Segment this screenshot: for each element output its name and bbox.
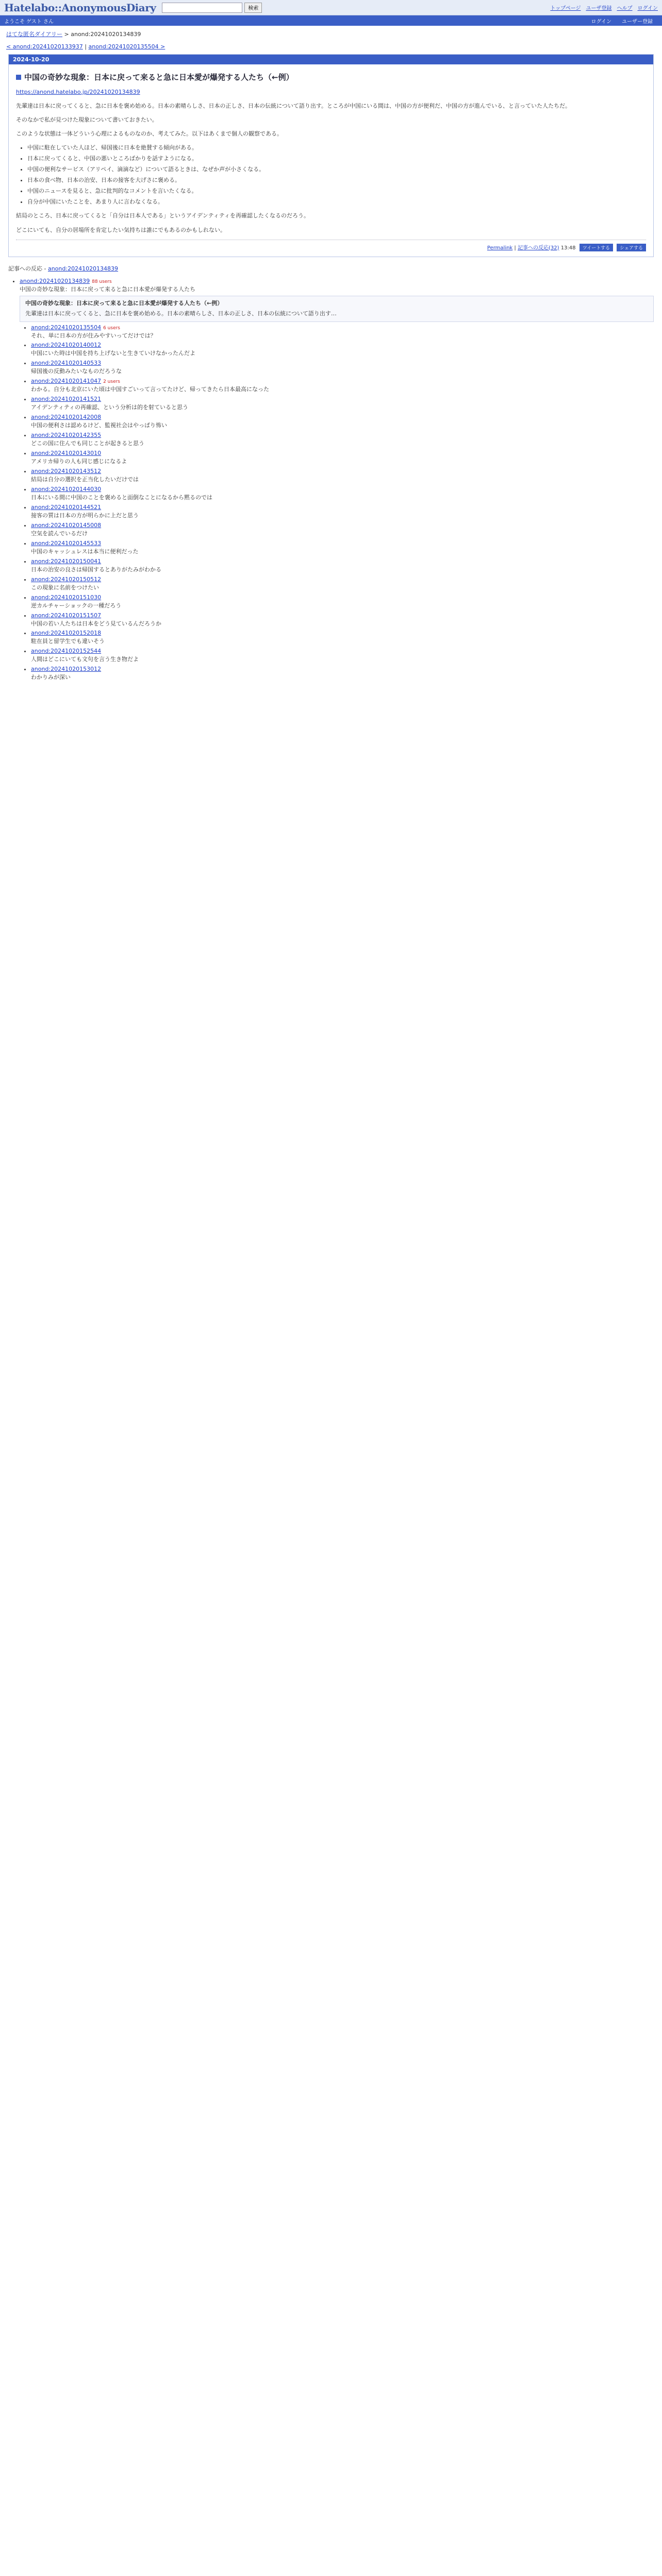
entry-paragraph: このような状態は一体どういう心理によるものなのか、考えてみた。以下はあくまで個人の観察である。 <box>16 130 283 138</box>
reply-item <box>31 594 654 610</box>
reply-link[interactable]: anond:20241020143010 <box>31 450 102 457</box>
entry-closing: どこにいても、自分の居場所を肯定したい気持ちは誰にでもあるのかもしれない。 <box>16 226 226 233</box>
entry-paragraph: そのなかで私が見つけた現象について書いておきたい。 <box>16 116 158 124</box>
reply-link[interactable]: anond:20241020145533 <box>31 539 102 547</box>
reply-link[interactable]: anond:20241020141521 <box>31 396 102 403</box>
reply-item <box>31 504 654 520</box>
reply-item <box>31 558 654 574</box>
quote-title[interactable]: 中国の奇妙な現象：日本に戻って来ると急に日本愛が爆発する人たち（←例） <box>25 299 223 307</box>
pager-prev[interactable]: < anond:20241020133937 <box>6 43 83 50</box>
reply-item <box>31 630 654 646</box>
entry-bullet-list <box>16 143 646 206</box>
top-links <box>550 4 658 11</box>
reply-text: この現象に名前をつけたい <box>31 584 99 591</box>
reply-item <box>31 666 654 682</box>
breadcrumb-home[interactable]: はてな匿名ダイアリー <box>6 31 63 38</box>
entry-time: 13:48 <box>560 245 576 251</box>
entry-bullet: • 中国の便利なサービス（アリペイ、滴滴など）について語るときは、なぜか声が小さくなる。 <box>27 165 646 174</box>
entry-title <box>16 72 646 82</box>
tweet-button[interactable]: ツイートする <box>580 244 613 251</box>
reply-item <box>31 576 654 592</box>
search-input[interactable] <box>162 3 242 13</box>
nav-login[interactable]: ログイン <box>591 19 611 25</box>
reply-item <box>31 648 654 664</box>
tree-root-text: 中国の奇妙な現象：日本に戻って来ると急に日本愛が爆発する人たち <box>20 285 195 293</box>
reply-link[interactable]: anond:20241020141047 <box>31 378 102 385</box>
quote-body: 先輩達は日本に戻ってくると、急に日本を褒め始める。日本の素晴らしさ、日本の正しさ、日本の伝統について語り出す… <box>25 310 337 317</box>
reply-item <box>31 540 654 556</box>
pager <box>0 42 662 54</box>
reply-link[interactable]: anond:20241020152544 <box>31 648 102 655</box>
reply-item <box>31 468 654 484</box>
share-button[interactable]: シェアする <box>617 244 646 251</box>
top-bar <box>0 0 662 15</box>
reply-link[interactable]: anond:20241020143512 <box>31 468 102 474</box>
title-square-icon <box>16 75 21 80</box>
reply-text: 空気を読んでいるだけ <box>31 530 88 537</box>
reply-text: アメリカ帰りの人も同じ感じになるよ <box>31 458 127 465</box>
reply-item <box>31 450 654 466</box>
reply-link[interactable]: anond:20241020153012 <box>31 666 102 673</box>
tree-root-link[interactable]: anond:20241020134839 <box>20 277 90 284</box>
reply-text: 人間はどこにいても文句を言う生き物だよ <box>31 656 139 663</box>
top-link-help[interactable]: ヘルプ <box>617 6 633 11</box>
refs-link[interactable]: anond:20241020134839 <box>47 265 119 272</box>
reply-link[interactable]: anond:20241020142355 <box>31 432 102 439</box>
entry-closing: 結局のところ、日本に戻ってくると「自分は日本人である」というアイデンティティを再確認したくなるのだろう。 <box>16 212 310 219</box>
entry-footer <box>16 240 646 251</box>
reply-text: わかる。自分も北京にいた頃は中国すごいって言ってたけど、帰ってきたら日本最高になった <box>31 386 269 393</box>
reply-text: 帰国後の反動みたいなものだろうな <box>31 368 122 375</box>
reply-item <box>31 360 654 376</box>
top-link-login[interactable]: ログイン <box>637 6 658 11</box>
reply-text: 結局は自分の選択を正当化したいだけでは <box>31 476 139 483</box>
reply-link[interactable]: anond:20241020144030 <box>31 485 102 493</box>
pager-sep: | <box>82 43 89 50</box>
nav-bar <box>0 15 662 26</box>
reply-text: 日本にいる間に中国のことを褒めると面倒なことになるから黙るのでは <box>31 494 212 501</box>
diary-entry <box>8 54 654 257</box>
reply-item <box>31 486 654 502</box>
reply-text: アイデンティティの再確認、という分析は的を射ていると思う <box>31 404 189 411</box>
site-logo[interactable]: Hatelabo::AnonymousDiary <box>4 1 156 14</box>
reply-text: 中国の若い人たちは日本をどう見ているんだろうか <box>31 620 161 627</box>
reply-text: 接客の質は日本の方が明らかに上だと思う <box>31 512 139 519</box>
nav-welcome[interactable]: ようこそ ゲスト さん <box>4 19 54 25</box>
entry-title-text[interactable]: 中国の奇妙な現象：日本に戻って来ると急に日本愛が爆発する人たち（←例） <box>24 73 294 82</box>
entry-bullet: • 自分が中国にいたことを、あまり人に言わなくなる。 <box>27 197 646 206</box>
reply-item <box>31 522 654 538</box>
pager-next[interactable]: anond:20241020135504 > <box>88 43 166 50</box>
reply-link[interactable]: anond:20241020135504 <box>31 324 102 331</box>
permalink[interactable]: Permalink <box>487 245 513 251</box>
entry-date: 2024-10-20 <box>9 55 653 64</box>
refs-label: 記事への反応 - <box>8 265 48 272</box>
reply-link[interactable]: anond:20241020140533 <box>31 360 102 367</box>
reply-text: わかりみが深い <box>31 674 71 681</box>
entry-url[interactable]: https://anond.hatelabo.jp/20241020134839 <box>16 89 140 95</box>
refs-header <box>0 257 662 276</box>
reply-text: 逆カルチャーショックの一種だろう <box>31 602 122 609</box>
top-link-home[interactable]: トップページ <box>550 6 581 11</box>
comments-link[interactable]: 記事への反応(32) <box>517 245 559 251</box>
reply-link[interactable]: anond:20241020140012 <box>31 342 102 349</box>
nav-register[interactable]: ユーザー登録 <box>622 19 653 25</box>
reply-item <box>31 414 654 430</box>
reply-item <box>31 432 654 448</box>
breadcrumb-current: anond:20241020134839 <box>71 31 141 38</box>
users-badge[interactable]: 2 users <box>103 379 120 385</box>
entry-paragraph: 先輩達は日本に戻ってくると、急に日本を褒め始める。日本の素晴らしさ、日本の正しさ、日本の伝統について語り出す。ところが中国にいる間は、中国の方が便利だ、中国の方が進んでいる、と言っていた人たちだ。 <box>16 103 571 110</box>
breadcrumb <box>0 26 662 42</box>
reply-text: 駐在員と留学生でも違いそう <box>31 638 105 645</box>
tree-root <box>20 278 654 682</box>
entry-bullet: • 中国のニュースを見ると、急に批判的なコメントを言いたくなる。 <box>27 187 646 195</box>
reply-text: 中国のキャッシュレスは本当に便利だった <box>31 548 139 555</box>
reply-link[interactable]: anond:20241020151030 <box>31 594 102 601</box>
search-button[interactable]: 検索 <box>244 3 262 13</box>
top-link-register[interactable]: ユーザ登録 <box>586 6 612 11</box>
reply-tree <box>8 278 654 682</box>
reply-text: 中国の便利さは認めるけど、監視社会はやっぱり怖い <box>31 422 167 429</box>
reply-item <box>31 378 654 394</box>
reply-item <box>31 612 654 628</box>
reply-link[interactable]: anond:20241020150512 <box>31 575 102 583</box>
reply-list <box>20 324 654 682</box>
reply-item <box>31 342 654 358</box>
entry-bullet: • 日本の食べ物、日本の治安、日本の接客を大げさに褒める。 <box>27 176 646 184</box>
users-badge[interactable]: 6 users <box>103 325 120 331</box>
reply-text: 日本の治安の良さは帰国するとありがたみがわかる <box>31 566 161 573</box>
reply-item <box>31 396 654 412</box>
reply-link[interactable]: anond:20241020142008 <box>31 414 102 421</box>
reply-item <box>31 324 654 340</box>
reply-text: どこの国に住んでも同じことが起きると思う <box>31 440 144 447</box>
users-badge[interactable]: 88 users <box>92 279 112 284</box>
breadcrumb-sep: > <box>62 31 71 38</box>
quoted-entry <box>20 296 654 322</box>
reply-link[interactable]: anond:20241020150041 <box>31 557 102 565</box>
reply-link[interactable]: anond:20241020151507 <box>31 612 102 619</box>
reply-link[interactable]: anond:20241020144521 <box>31 503 102 511</box>
footer-sep: | <box>512 245 518 251</box>
entry-bullet: • 日本に戻ってくると、中国の悪いところばかりを話すようになる。 <box>27 154 646 163</box>
reply-link[interactable]: anond:20241020145008 <box>31 521 102 529</box>
entry-bullet: • 中国に駐在していた人ほど、帰国後に日本を絶賛する傾向がある。 <box>27 143 646 152</box>
reply-link[interactable]: anond:20241020152018 <box>31 630 102 637</box>
reply-text: 中国にいた時は中国を持ち上げないと生きていけなかったんだよ <box>31 350 195 357</box>
reply-text: それ、単に日本の方が住みやすいってだけでは？ <box>31 332 156 339</box>
